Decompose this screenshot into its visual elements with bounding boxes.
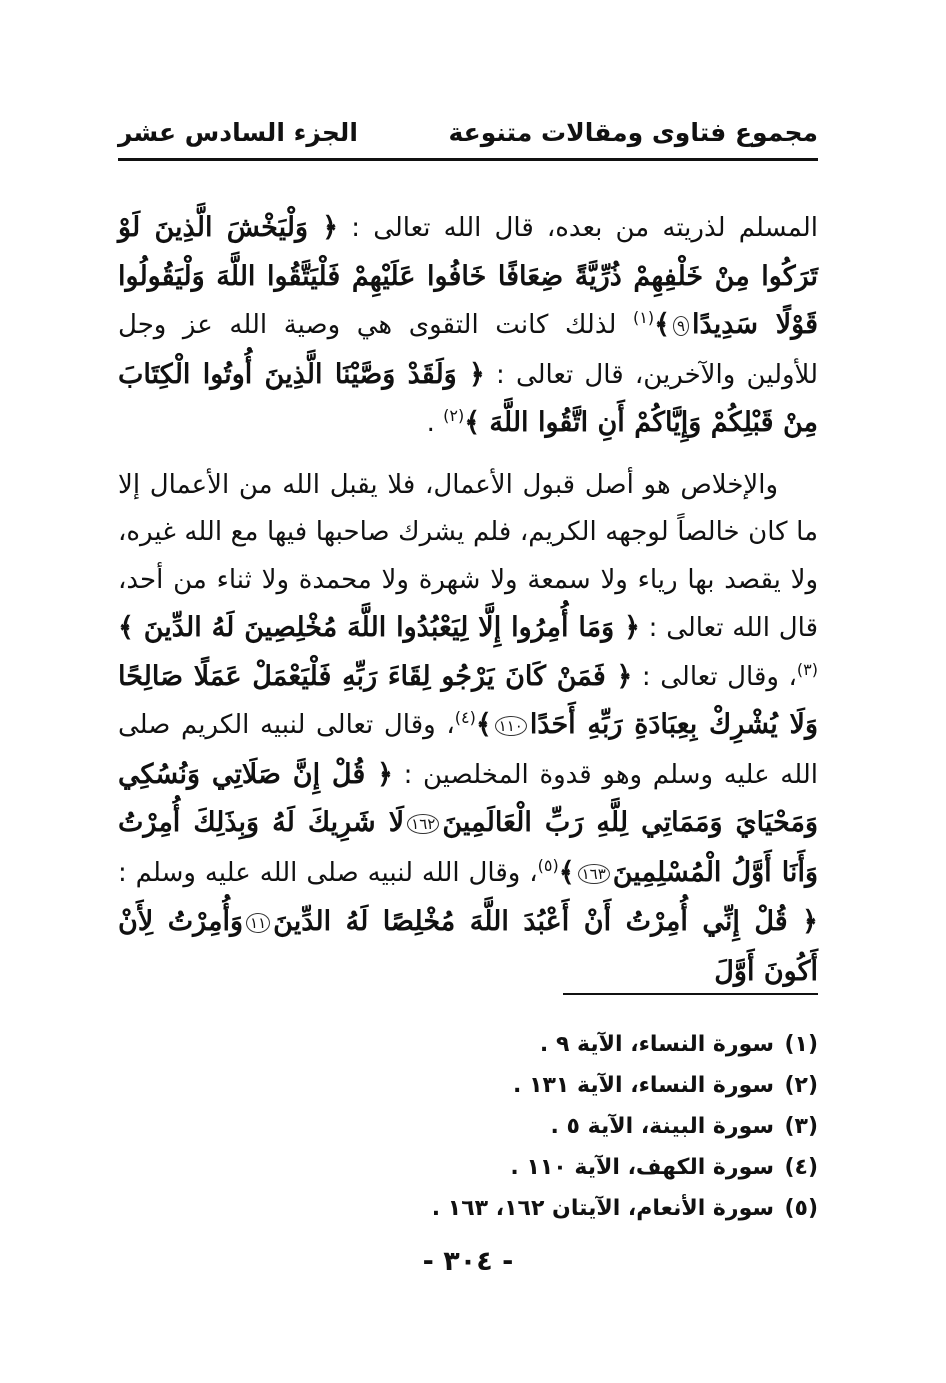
text-run: المسلم لذريته من بعده، قال الله تعالى : bbox=[338, 213, 818, 243]
paragraph-ikhlas bbox=[118, 462, 818, 997]
footnote-item bbox=[118, 1188, 818, 1229]
footnote-item bbox=[118, 1065, 818, 1106]
footnote-number: (٥) bbox=[784, 1196, 818, 1221]
footnote-item bbox=[118, 1147, 818, 1188]
footnote-number: (١) bbox=[784, 1032, 818, 1057]
ayah-number-mark: ١١٠ bbox=[495, 716, 527, 736]
footnote-text: سورة النساء، الآية ٩ . bbox=[539, 1032, 774, 1057]
footnote-text: سورة النساء، الآية ١٣١ . bbox=[513, 1073, 774, 1098]
footnote-reference: (١) bbox=[633, 308, 655, 327]
footnote-text: سورة الأنعام، الآيتان ١٦٢، ١٦٣ . bbox=[431, 1196, 774, 1221]
footnote-reference: (٢) bbox=[443, 406, 465, 425]
footnote-number: (٤) bbox=[784, 1155, 818, 1180]
text-run: ، وقال تعالى : bbox=[632, 661, 797, 692]
text-run: لذلك كانت التقوى هي وصية الله عز وجل للأولين والآخرين، قال تعالى : bbox=[118, 310, 818, 390]
quran-verse: ﴿ فَمَنْ كَانَ يَرْجُو لِقَاءَ رَبِّهِ فَلْيَعْمَلْ عَمَلًا صَالِحًا وَلَا يُشْرِكْ بِعِبَادَةِ رَبِّهِ أَحَدًا١١٠﴾ bbox=[118, 660, 818, 740]
quran-verse: ﴿ وَمَا أُمِرُوا إِلَّا لِيَعْبُدُوا اللَّهَ مُخْلِصِينَ لَهُ الدِّينَ ﴾ bbox=[118, 612, 640, 643]
footnotes bbox=[118, 1024, 818, 1229]
quran-verse: ﴿ قُلْ إِنِّي أُمِرْتُ أَنْ أَعْبُدَ اللَّهَ مُخْلِصًا لَهُ الدِّينَ١١وَأُمِرْتُ لِأَنْ أَكُونَ أَوَّلَ bbox=[118, 906, 818, 987]
text-run: . bbox=[426, 408, 444, 438]
footnote-reference: (٤) bbox=[454, 708, 476, 727]
paragraph-taqwa bbox=[118, 204, 818, 448]
footnote-text: سورة الكهف، الآية ١١٠ . bbox=[510, 1155, 774, 1180]
footnote-number: (٣) bbox=[784, 1114, 818, 1139]
header-rule bbox=[118, 158, 818, 161]
footnote-reference: (٥) bbox=[537, 855, 559, 875]
running-header bbox=[118, 118, 818, 158]
ayah-number-mark: ١١ bbox=[246, 913, 270, 933]
book-title: مجموع فتاوى ومقالات متنوعة bbox=[448, 118, 818, 147]
text-run: ، وقال الله لنبيه صلى الله عليه وسلم : bbox=[118, 857, 538, 888]
ayah-number-mark: ١٦٢ bbox=[407, 814, 439, 834]
body-text bbox=[118, 204, 818, 996]
footnote-separator bbox=[563, 993, 818, 995]
quran-verse: ﴿ وَلَقَدْ وَصَّيْنَا الَّذِينَ أُوتُوا الْكِتَابَ مِنْ قَبْلِكُمْ وَإِيَّاكُمْ أَنِ اتَّقُوا اللَّهَ ﴾ bbox=[118, 358, 818, 438]
ayah-number-mark: ٩ bbox=[673, 316, 689, 336]
footnote-item bbox=[118, 1106, 818, 1147]
ayah-number-mark: ١٦٣ bbox=[578, 864, 610, 884]
footnote-item bbox=[118, 1024, 818, 1065]
footnote-text: سورة البينة، الآية ٥ . bbox=[550, 1114, 774, 1139]
text-run: ، وقال تعالى لنبيه الكريم صلى الله عليه وسلم وهو قدوة المخلصين : bbox=[118, 710, 818, 790]
footnote-reference: (٣) bbox=[796, 659, 818, 679]
quran-verse: ﴿ قُلْ إِنَّ صَلَاتِي وَنُسُكِي وَمَحْيَايَ وَمَمَاتِي لِلَّهِ رَبِّ الْعَالَمِينَ١٦٢لَا شَرِيكَ لَهُ وَبِذَلِكَ أُمِرْتُ وَأَنَا أَوَّلُ الْمُسْلِمِينَ١٦٣﴾ bbox=[118, 758, 818, 888]
volume-label: الجزء السادس عشر bbox=[118, 118, 358, 147]
page-number: - ٣٠٤ - bbox=[422, 1246, 514, 1277]
footnote-number: (٢) bbox=[784, 1073, 818, 1098]
quran-verse: ﴿ وَلْيَخْشَ الَّذِينَ لَوْ تَرَكُوا مِنْ خَلْفِهِمْ ذُرِّيَّةً ضِعَافًا خَافُوا عَلَيْهِمْ فَلْيَتَّقُوا اللَّهَ وَلْيَقُولُوا قَوْلًا سَدِيدًا٩﴾ bbox=[118, 212, 819, 340]
text-run: والإخلاص هو أصل قبول الأعمال، فلا يقبل الله من الأعمال إلا ما كان خالصاً لوجهه الكريم، فلم يشرك صاحبها فيها مع الله غيره، ولا يقصد بها رياء ولا سمعة ولا شهرة ولا محمدة ولا ثناء من أحد، قال الله تعالى : bbox=[118, 469, 819, 643]
